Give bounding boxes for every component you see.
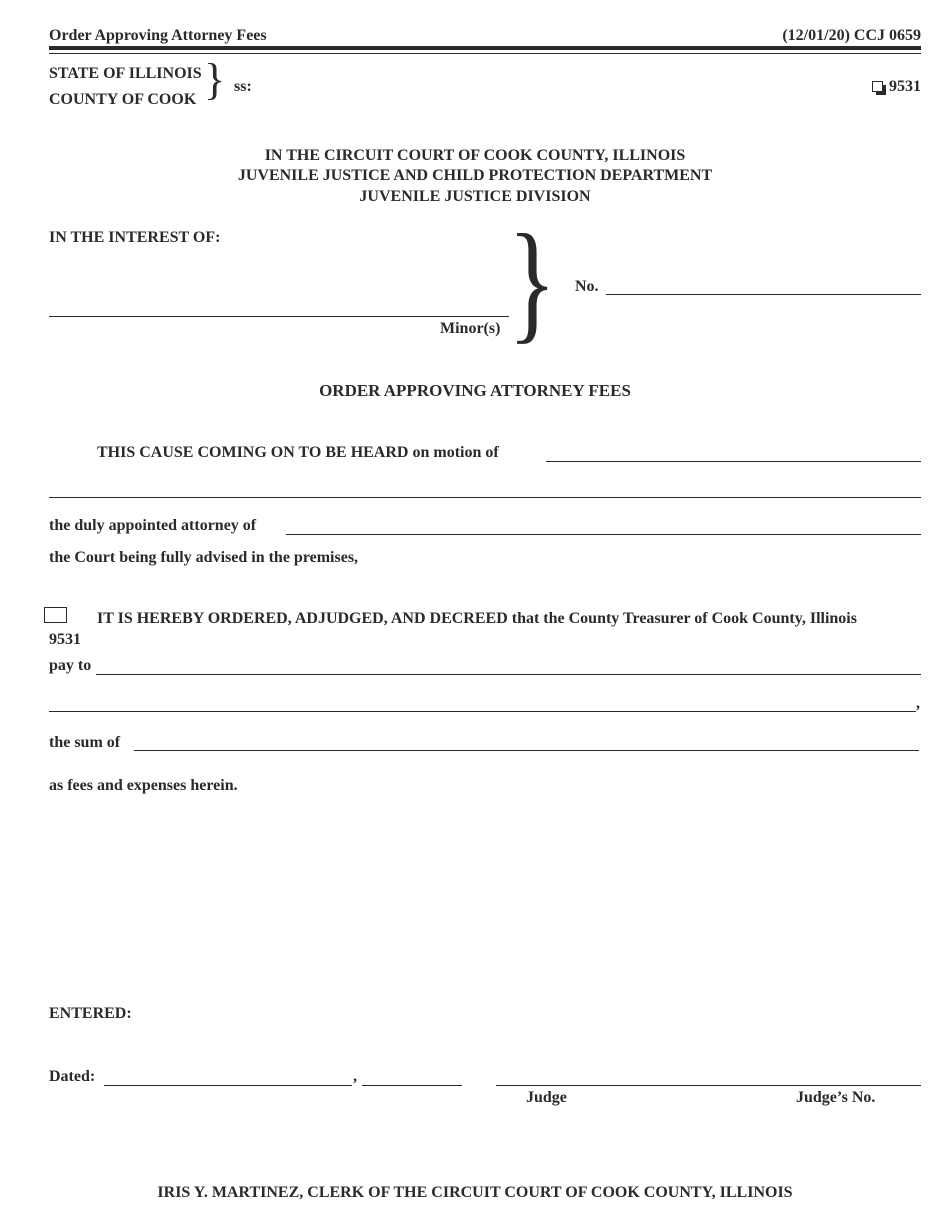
motion-of-label: THIS CAUSE COMING ON TO BE HEARD on motion of xyxy=(97,444,499,461)
header-rule-thin xyxy=(49,53,921,54)
form-title-header: Order Approving Attorney Fees xyxy=(49,27,267,44)
minor-name-field[interactable] xyxy=(49,316,509,317)
code-checkbox-label: 9531 xyxy=(889,78,921,95)
ordered-text: IT IS HEREBY ORDERED, ADJUDGED, AND DECREED that the County Treasurer of Cook County, Illinois xyxy=(97,610,857,627)
motion-of-field[interactable] xyxy=(546,461,921,462)
order-checkbox[interactable] xyxy=(44,607,67,623)
attorney-of-label: the duly appointed attorney of xyxy=(49,517,257,534)
judge-no-label: Judge’s No. xyxy=(796,1089,876,1106)
ordered-code: 9531 xyxy=(49,631,81,648)
dated-label: Dated: xyxy=(49,1068,96,1085)
advised-text: the Court being fully advised in the premises, xyxy=(49,549,359,566)
code-checkbox-9531[interactable] xyxy=(872,78,921,96)
pay-to-comma: , xyxy=(916,695,920,712)
fees-text: as fees and expenses herein. xyxy=(49,777,238,794)
ss-label: ss: xyxy=(234,78,252,95)
court-name: IN THE CIRCUIT COURT OF COOK COUNTY, ILLINOIS xyxy=(264,147,686,164)
clerk-footer: IRIS Y. MARTINEZ, CLERK OF THE CIRCUIT COURT OF COOK COUNTY, ILLINOIS xyxy=(157,1184,793,1201)
pay-to-field-cont[interactable] xyxy=(49,711,916,712)
dated-month-day-field[interactable] xyxy=(104,1085,352,1086)
attorney-of-field[interactable] xyxy=(286,534,921,535)
sum-of-label: the sum of xyxy=(49,734,121,751)
entered-label: ENTERED: xyxy=(49,1005,132,1022)
pay-to-label: pay to xyxy=(49,657,92,674)
dated-comma: , xyxy=(353,1068,357,1085)
county-label: COUNTY OF COOK xyxy=(49,91,197,108)
judge-label: Judge xyxy=(526,1089,567,1106)
case-no-label: No. xyxy=(575,278,599,295)
motion-of-field-cont[interactable] xyxy=(49,497,921,498)
case-no-field[interactable] xyxy=(606,294,921,295)
order-title: ORDER APPROVING ATTORNEY FEES xyxy=(319,381,631,400)
dated-year-field[interactable] xyxy=(362,1085,462,1086)
court-department: JUVENILE JUSTICE AND CHILD PROTECTION DEPARTMENT xyxy=(237,167,713,184)
court-division: JUVENILE JUSTICE DIVISION xyxy=(359,188,591,205)
venue-brace: } xyxy=(204,55,226,104)
caption-brace: } xyxy=(508,207,557,355)
form-id: (12/01/20) CCJ 0659 xyxy=(782,27,921,44)
interest-of-label: IN THE INTEREST OF: xyxy=(49,229,221,246)
minors-label: Minor(s) xyxy=(440,320,501,337)
pay-to-field[interactable] xyxy=(96,674,921,675)
header-rule xyxy=(49,46,921,50)
state-label: STATE OF ILLINOIS xyxy=(49,65,202,82)
judge-signature-field[interactable] xyxy=(496,1085,921,1086)
sum-of-field[interactable] xyxy=(134,750,919,751)
checkbox-icon[interactable] xyxy=(872,81,883,92)
